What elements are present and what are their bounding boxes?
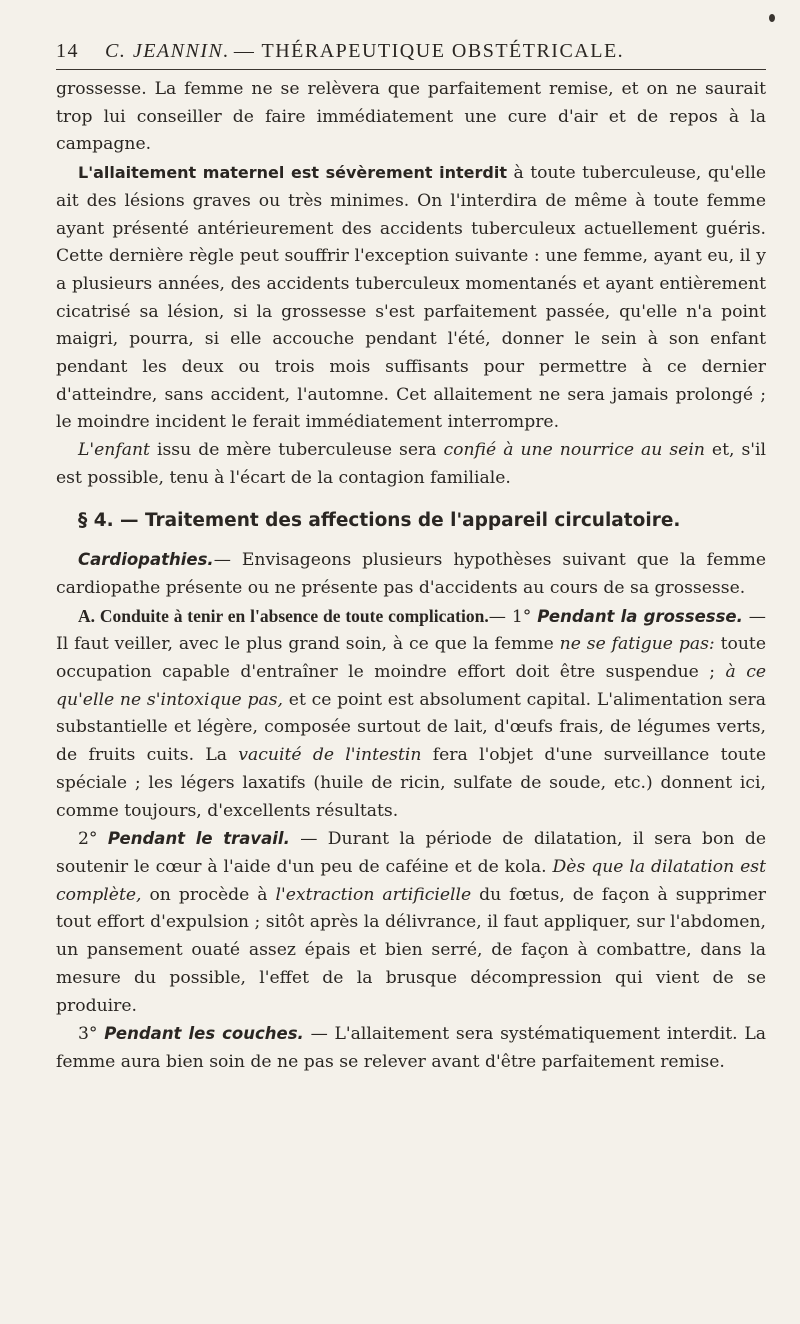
p2-text: à toute tuberculeuse, qu'elle ait des lésions graves ou très minimes. On l'interdira de même à toute femme ayant présenté antérieurement des accidents tuberculeux actuellement guéris. Cette dernière règle peut souffrir l'exception suivante : une femme, ayant eu, il y a plusieurs années, des accidents tuberculeux momentanés et ayant entièrement cicatrisé sa lésion, si la grossesse s'est parfaitement passée, qu'elle n'a point maigri, pourra, si elle accouche pendant l'été, donner le sein à son enfant pendant les deux ou trois mois suffisants pour permettre à ce dernier d'atteindre, sans accident, l'automne. Cet allaitement ne sera jamais prolongé ; le moindre incident le ferait immédiatement interrompre. xyxy=(56,163,766,433)
p5-subheading: A. Conduite à tenir en l'absence de toute complication. xyxy=(78,605,489,626)
book-page xyxy=(56,40,766,1077)
p5-text-3: toute occupation capable d'entraîner le moindre effort doit être suspendue ; xyxy=(56,634,766,683)
p3-italic-1: L'enfant xyxy=(78,440,150,461)
section-heading: § 4. — Traitement des affections de l'appareil circulatoire. xyxy=(78,509,681,531)
p5-text-5: fera l'objet d'une surveillance toute spéciale ; les légers laxatifs (huile de ricin, sulfate de soude, etc.) donnent ici, comme toujours, d'excellents résultats. xyxy=(56,745,766,821)
p3-italic-2: confié à une nourrice au sein xyxy=(443,440,705,461)
p6-italic-2: l'extraction artificielle xyxy=(275,884,472,905)
running-header xyxy=(56,40,766,70)
p5-italic-1: ne se fatigue pas: xyxy=(559,634,715,655)
p5-italic-2: à ce qu'elle ne s'intoxique pas, xyxy=(56,662,766,710)
paragraph-4 xyxy=(56,546,766,602)
p5-heading: Pendant la grossesse. xyxy=(537,606,743,626)
p6-italic-1: Dès que la dilatation est complète, xyxy=(56,856,766,905)
page-number: 14 xyxy=(56,40,79,62)
body-text xyxy=(56,76,766,1077)
p7-text-1: 3° xyxy=(78,1024,105,1045)
ink-spot xyxy=(769,14,775,22)
p5-italic-3: vacuité de l'intestin xyxy=(238,745,422,766)
p4-text: — Envisageons plusieurs hypothèses suivant que la femme cardiopathe présente ou ne présente pas d'accidents au cours de sa grossesse. xyxy=(56,550,766,598)
p7-text-2: — L'allaitement sera systématiquement interdit. La femme aura bien soin de ne pas se relever avant d'être parfaitement remise. xyxy=(56,1024,767,1072)
paragraph-5 xyxy=(56,603,766,826)
p6-text-3: on procède à xyxy=(141,884,276,905)
header-author: C. JEANNIN. xyxy=(105,40,230,62)
paragraph-7 xyxy=(56,1020,766,1076)
p5-text-4: et ce point est absolument capital. L'alimentation sera substantielle et légère, composée surtout de lait, d'œufs frais, de légumes verts, de fruits cuits. La xyxy=(56,689,766,766)
p6-text-1: 2° xyxy=(78,829,108,850)
p6-text-4: du fœtus, de façon à supprimer tout effort d'expulsion ; sitôt après la délivrance, il faut appliquer, sur l'abdomen, un pansement ouaté assez épais et bien serré, de façon à combattre, dans la mesure du possible, l'effet de la brusque décompression qui vient de se produire. xyxy=(56,884,766,1016)
p3-text-1: issu de mère tuberculeuse sera xyxy=(149,440,444,461)
p7-heading: Pendant les couches. xyxy=(104,1024,304,1044)
header-title: — THÉRAPEUTIQUE OBSTÉTRICALE. xyxy=(233,40,625,62)
p5-text-2: — Il faut veiller, avec le plus grand soin, à ce que la femme xyxy=(56,606,766,655)
p6-heading: Pendant le travail. xyxy=(107,829,290,849)
p2-bold: L'allaitement maternel est sévèrement interdit xyxy=(78,163,507,183)
paragraph-1 xyxy=(56,76,766,159)
p6-text-2: — Durant la période de dilatation, il sera bon de soutenir le cœur à l'aide d'un peu de caféine et de kola. xyxy=(56,829,766,877)
p1-text: grossesse. La femme ne se relèvera que parfaitement remise, et on ne saurait trop lui conseiller de faire immédiatement une cure d'air et de repos à la campagne. xyxy=(56,79,766,155)
paragraph-6 xyxy=(56,825,766,1020)
p5-text-1: — 1° xyxy=(488,606,538,627)
p4-heading: Cardiopathies. xyxy=(78,550,214,570)
paragraph-3 xyxy=(56,437,766,492)
paragraph-2 xyxy=(56,159,766,437)
p3-text-2: et, s'il est possible, tenu à l'écart de la contagion familiale. xyxy=(56,440,766,488)
